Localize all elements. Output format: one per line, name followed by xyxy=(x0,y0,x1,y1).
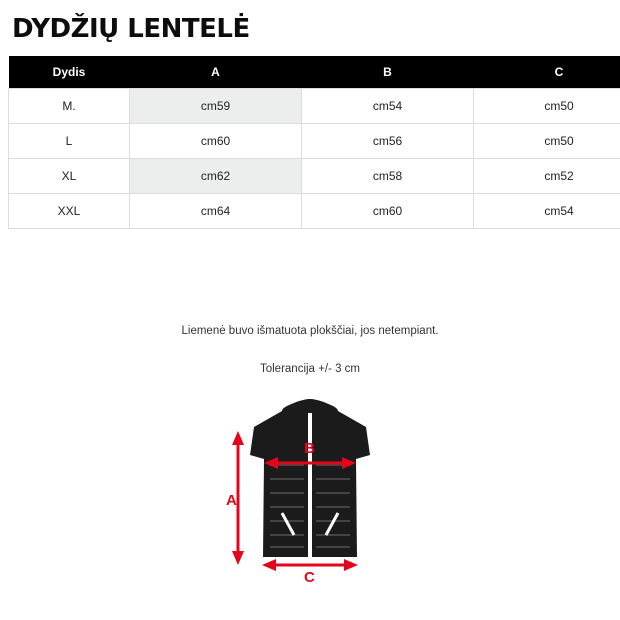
cell-a: cm62 xyxy=(130,159,302,194)
cell-c: cm50 xyxy=(474,89,620,124)
table-header xyxy=(9,56,620,89)
label-a: A xyxy=(226,492,237,509)
table-row xyxy=(9,159,620,194)
cell-b: cm54 xyxy=(302,89,474,124)
cell-size: L xyxy=(9,124,130,159)
cell-c: cm52 xyxy=(474,159,620,194)
table-header-row xyxy=(9,56,620,89)
column-header-c: C xyxy=(474,56,620,89)
vest-diagram xyxy=(8,397,612,582)
table-row xyxy=(9,124,620,159)
cell-a: cm59 xyxy=(130,89,302,124)
label-b: B xyxy=(304,440,315,457)
cell-b: cm60 xyxy=(302,194,474,229)
tolerance-note: Tolerancija +/- 3 cm xyxy=(8,363,612,375)
size-table xyxy=(8,56,620,229)
table-row xyxy=(9,194,620,229)
table-body xyxy=(9,89,620,229)
cell-size: XXL xyxy=(9,194,130,229)
column-header-a: A xyxy=(130,56,302,89)
cell-b: cm56 xyxy=(302,124,474,159)
vest-illustration xyxy=(220,397,400,582)
cell-b: cm58 xyxy=(302,159,474,194)
measurement-note: Liemenė buvo išmatuota plokščiai, jos netempiant. xyxy=(8,325,612,337)
cell-c: cm54 xyxy=(474,194,620,229)
measure-c xyxy=(262,559,358,582)
size-chart-page xyxy=(0,14,620,620)
page-title: DYDŽIŲ LENTELĖ xyxy=(12,14,612,44)
table-row xyxy=(9,89,620,124)
measure-a xyxy=(226,431,244,565)
cell-a: cm64 xyxy=(130,194,302,229)
cell-c: cm50 xyxy=(474,124,620,159)
column-header-size: Dydis xyxy=(9,56,130,89)
cell-size: M. xyxy=(9,89,130,124)
column-header-b: B xyxy=(302,56,474,89)
cell-size: XL xyxy=(9,159,130,194)
vest-shape xyxy=(250,399,370,557)
label-c: C xyxy=(304,569,315,582)
cell-a: cm60 xyxy=(130,124,302,159)
